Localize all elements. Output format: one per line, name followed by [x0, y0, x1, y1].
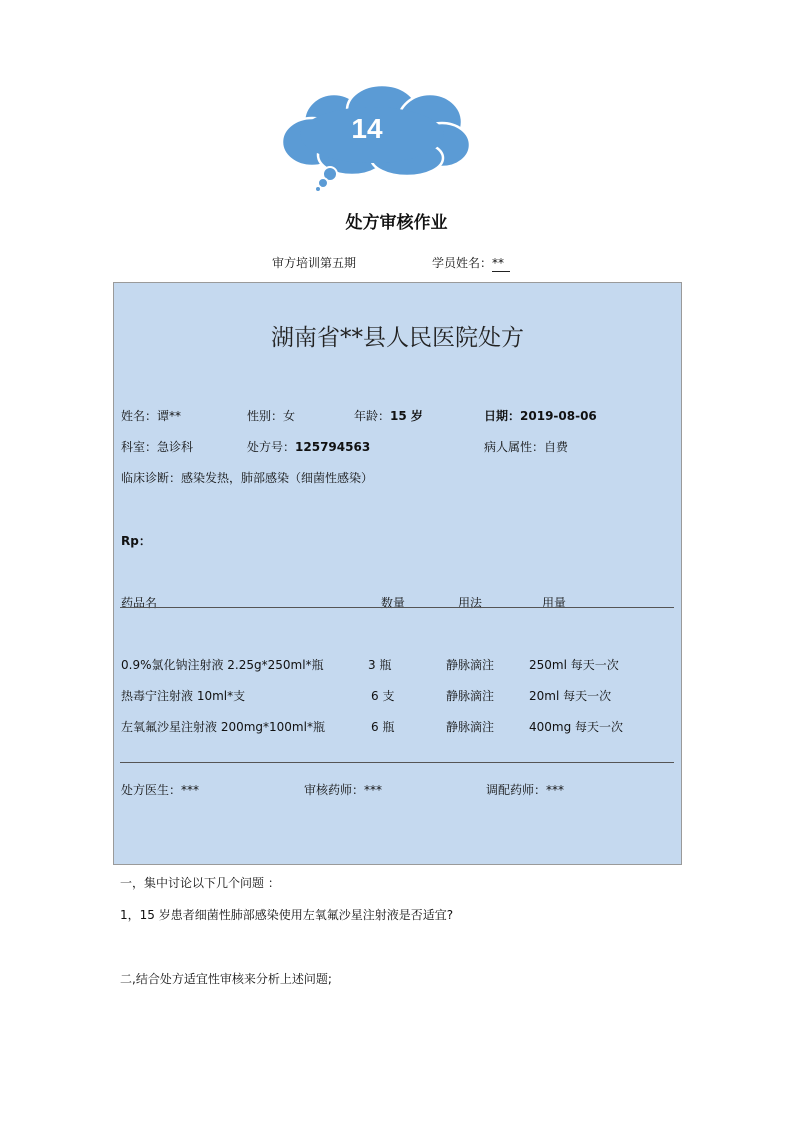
- reviewing-pharmacist: 审核药师：***: [304, 783, 383, 797]
- patient-age: 年龄：15 岁: [354, 409, 423, 423]
- drug-row-3-usage: 静脉滴注: [446, 720, 495, 734]
- question-section-2: 二,结合处方适宜性审核来分析上述问题;: [120, 972, 332, 986]
- drug-row-3-name: 左氧氟沙星注射液 200mg*100ml*瓶: [121, 720, 325, 734]
- training-session: 审方培训第五期: [272, 256, 357, 270]
- diagnosis: 临床诊断：感染发热，肺部感染（细菌性感染）: [121, 471, 374, 485]
- col-dose: 用量: [542, 596, 567, 610]
- question-section-1: 一，集中讨论以下几个问题 ：: [120, 876, 280, 890]
- patient-gender: 性别：女: [247, 409, 296, 423]
- rx-number: 处方号：125794563: [247, 440, 371, 454]
- header-divider: [120, 607, 674, 608]
- patient-attribute: 病人属性：自费: [484, 440, 569, 454]
- drug-row-1-dose: 250ml 每天一次: [529, 658, 619, 672]
- badge-number: 14: [351, 113, 383, 144]
- student-name: [432, 254, 510, 271]
- col-usage: 用法: [458, 596, 483, 610]
- patient-name: 姓名：谭**: [121, 409, 182, 423]
- col-quantity: 数量: [381, 596, 406, 610]
- drug-row-1-qty: 3 瓶: [368, 658, 392, 672]
- question-1: 1，15 岁患者细菌性肺部感染使用左氧氟沙星注射液是否适宜?: [120, 908, 454, 922]
- prescribing-doctor: 处方医生：***: [121, 783, 200, 797]
- student-name-label: 学员姓名：: [432, 256, 493, 270]
- drug-row-3-dose: 400mg 每天一次: [529, 720, 624, 734]
- drug-row-2-dose: 20ml 每天一次: [529, 689, 612, 703]
- col-drug-name: 药品名: [121, 596, 158, 610]
- drug-row-3-qty: 6 瓶: [371, 720, 395, 734]
- signature-divider: [120, 762, 674, 763]
- drug-row-1-usage: 静脉滴注: [446, 658, 495, 672]
- rp-label: Rp：: [121, 534, 151, 548]
- drug-row-1-name: 0.9%氯化钠注射液 2.25g*250ml*瓶: [121, 658, 324, 672]
- drug-row-2-name: 热毒宁注射液 10ml*支: [121, 689, 246, 703]
- dispensing-pharmacist: 调配药师：***: [486, 783, 565, 797]
- page-title: 处方审核作业: [345, 213, 448, 233]
- department: 科室：急诊科: [121, 440, 194, 454]
- drug-row-2-usage: 静脉滴注: [446, 689, 495, 703]
- prescription-panel: [113, 282, 682, 865]
- student-name-value: **: [492, 256, 510, 272]
- rx-date: 日期：2019-08-06: [484, 409, 597, 423]
- hospital-title: 湖南省**县人民医院处方: [271, 325, 524, 351]
- drug-row-2-qty: 6 支: [371, 689, 395, 703]
